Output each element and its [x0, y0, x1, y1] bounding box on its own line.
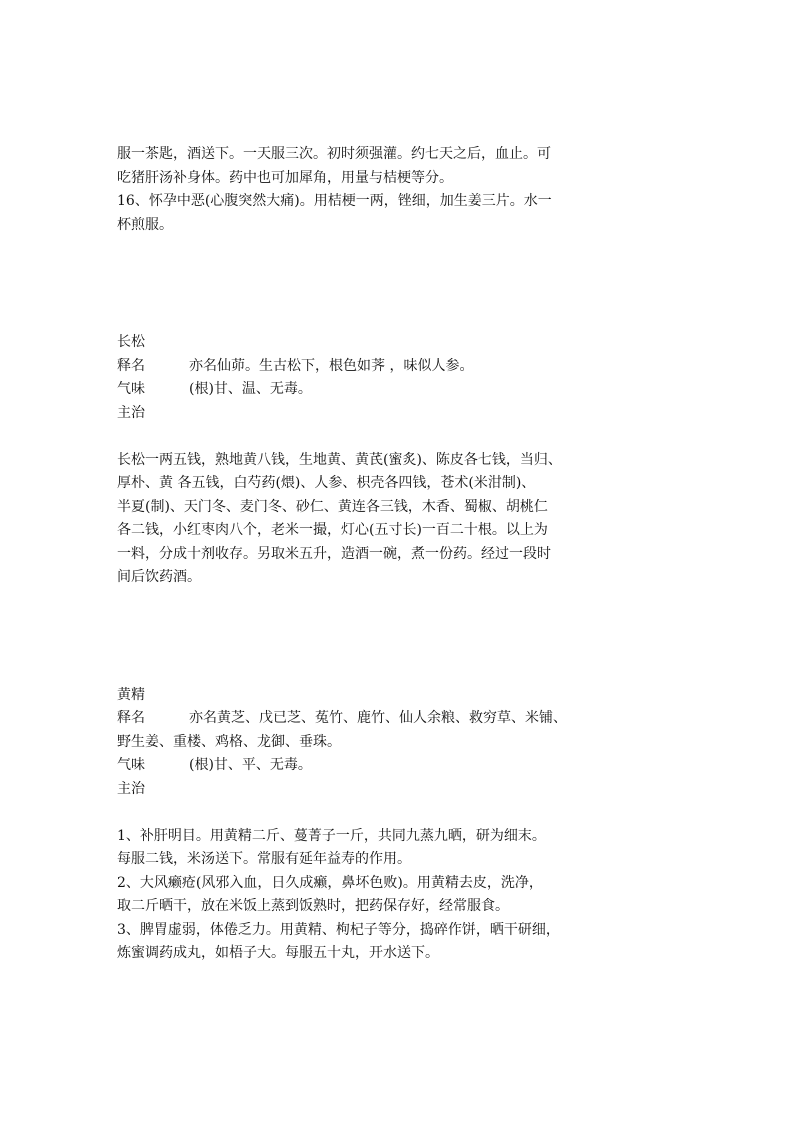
- field-shiming: [117, 707, 679, 731]
- text-line: 厚朴、黄 各五钱，白芍药(煨)、人参、枳壳各四钱，苍术(米泔制)、: [117, 475, 536, 491]
- entry-title: 长松: [117, 334, 145, 350]
- text-line: 各二钱，小红枣肉八个，老米一撮，灯心(五寸长)一百二十根。以上为: [117, 522, 548, 538]
- text-line: 每服二钱，米汤送下。常服有延年益寿的作用。: [117, 851, 411, 867]
- text-line: 2、大风癞疮(风邪入血，日久成癞，鼻坏色败)。用黄精去皮，洗净，: [117, 874, 543, 891]
- field-value: (根)甘、温、无毒。: [189, 381, 312, 397]
- field-label: 释名: [117, 710, 145, 726]
- spacer: [117, 590, 679, 684]
- recipe-paragraph: [117, 449, 679, 590]
- text-line: 长松一两五钱，熟地黄八钱，生地黄、黄芪(蜜炙)、陈皮各七钱，当归、: [117, 451, 562, 468]
- document-page: [117, 143, 679, 966]
- field-qiwei: [117, 378, 679, 402]
- field-label: 主治: [117, 404, 145, 421]
- entry-title: 黄精: [117, 686, 145, 703]
- text-line: 一料，分成十剂收存。另取米五升，造酒一碗，煮一份药。经过一段时: [117, 545, 551, 562]
- spacer: [117, 801, 679, 825]
- text-line: 杯煎服。: [117, 216, 173, 233]
- field-qiwei: [117, 754, 679, 778]
- text-line: 炼蜜调药成丸，如梧子大。每服五十丸，开水送下。: [117, 945, 439, 961]
- field-label: 释名: [117, 357, 145, 374]
- text-line: 3、脾胃虚弱，体倦乏力。用黄精、枸杞子等分，捣碎作饼，晒干研细，: [117, 921, 560, 938]
- spacer: [117, 237, 679, 331]
- remedy-list: [117, 825, 679, 966]
- field-label: 气味: [117, 757, 145, 773]
- field-value: 亦名黄芝、戊已芝、菟竹、鹿竹、仙人余粮、救穷草、米铺、: [189, 710, 567, 726]
- entry-changsong: [117, 331, 679, 590]
- entry-huangjing: [117, 684, 679, 966]
- text-line: 1、补肝明目。用黄精二斤、蔓菁子一斤，共同九蒸九晒，研为细末。: [117, 827, 546, 844]
- text-line: 间后饮药酒。: [117, 569, 201, 585]
- field-value: 亦名仙茆。生古松下，根色如荠 ，味似人参。: [189, 357, 474, 374]
- field-shiming: [117, 355, 679, 379]
- field-zhuzhi: [117, 402, 679, 426]
- intro-section: [117, 143, 679, 237]
- field-label: 主治: [117, 780, 145, 797]
- text-line: 16、怀孕中恶(心腹突然大痛)。用桔梗一两，锉细，加生姜三片。水一: [117, 193, 552, 209]
- field-zhuzhi: [117, 778, 679, 802]
- text-line: 半夏(制)、天门冬、麦门冬、砂仁、黄连各三钱，木香、蜀椒、胡桃仁: [117, 498, 548, 515]
- field-value-cont: 野生姜、重楼、鸡格、龙御、垂珠。: [117, 733, 341, 750]
- text-line: 取二斤晒干，放在米饭上蒸到饭熟时，把药保存好，经常服食。: [117, 898, 509, 914]
- text-line: 吃猪肝汤补身体。药中也可加犀角，用量与桔梗等分。: [117, 169, 453, 186]
- text-line: 服一茶匙，酒送下。一天服三次。初时须强灌。约七天之后，血止。可: [117, 146, 551, 162]
- field-value: (根)甘、平、无毒。: [189, 757, 312, 773]
- field-label: 气味: [117, 381, 145, 397]
- spacer: [117, 425, 679, 449]
